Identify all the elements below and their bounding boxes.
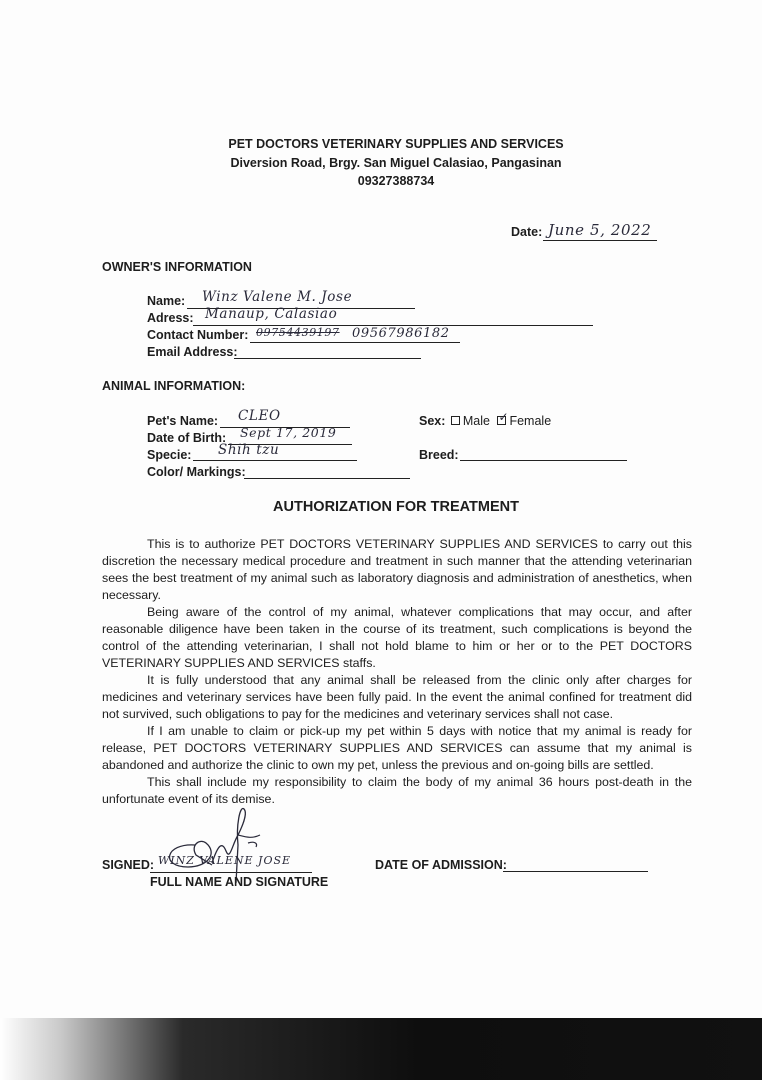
date-of-admission-line bbox=[503, 871, 648, 872]
owner-name-value: Winz Valene M. Jose bbox=[202, 289, 353, 305]
date-of-admission-label: DATE OF ADMISSION: bbox=[375, 858, 507, 872]
signature-caption: FULL NAME AND SIGNATURE bbox=[150, 875, 329, 889]
owner-contact-crossed: 09754439197 bbox=[256, 326, 340, 339]
authorization-paragraph: This is to authorize PET DOCTORS VETERINARY SUPPLIES AND SERVICES to carry out this discretion the necessary medical procedure and treatment in such manner that the attending veterinarian sees the best treatment of my animal such as laboratory diagnosis and administration of anesthetics, when necessary. bbox=[102, 537, 692, 602]
signed-label: SIGNED: bbox=[102, 858, 155, 872]
pet-name-label: Pet's Name: bbox=[147, 414, 219, 428]
clinic-phone: 09327388734 bbox=[357, 174, 435, 188]
owner-section-heading: OWNER'S INFORMATION bbox=[102, 260, 252, 274]
handwritten-signature bbox=[160, 805, 280, 885]
clinic-address: Diversion Road, Brgy. San Miguel Calasiao, Pangasinan bbox=[230, 156, 562, 170]
sex-field bbox=[419, 410, 552, 428]
owner-email-label: Email Address: bbox=[147, 345, 238, 359]
scanner-shadow-edge bbox=[0, 1018, 762, 1080]
date-label: Date: bbox=[511, 225, 543, 239]
authorization-paragraph: This shall include my responsibility to claim the body of my animal 36 hours post-death in the unfortunate event of its demise. bbox=[102, 775, 692, 806]
breed-line bbox=[460, 460, 627, 461]
owner-contact-line bbox=[250, 342, 460, 343]
owner-contact-label: Contact Number: bbox=[147, 328, 249, 342]
specie-value: Shih tzu bbox=[218, 442, 280, 458]
color-markings-label: Color/ Markings: bbox=[147, 465, 246, 479]
owner-address-value: Manaup, Calasiao bbox=[205, 306, 338, 322]
breed-label: Breed: bbox=[419, 448, 459, 462]
date-value: June 5, 2022 bbox=[548, 221, 652, 239]
owner-contact-value: 09567986182 bbox=[352, 326, 450, 341]
owner-name-label: Name: bbox=[147, 294, 186, 308]
female-checkbox[interactable] bbox=[497, 410, 509, 425]
checkmark-icon: ✓ bbox=[498, 410, 509, 425]
specie-label: Specie: bbox=[147, 448, 192, 462]
female-option-label: Female bbox=[509, 414, 552, 428]
owner-email-line bbox=[234, 358, 421, 359]
signed-name-value: WINZ VALENE JOSE bbox=[158, 854, 292, 867]
authorization-paragraph: Being aware of the control of my animal, whatever complications that may occur, and after reasonable diligence have been taken in the course of its treatment, such complications is beyond the control of the attending veterinarian, I shall not hold blame to him or her or to the PET DOCTORS VETERINARY SUPPLIES AND SERVICES staffs. bbox=[102, 605, 692, 670]
color-markings-line bbox=[244, 478, 410, 479]
dob-value: Sept 17, 2019 bbox=[240, 425, 337, 440]
authorization-body bbox=[102, 536, 692, 808]
authorization-paragraph: If I am unable to claim or pick-up my pet within 5 days with notice that my animal is ready for release, PET DOCTORS VETERINARY SUPPLIES AND SERVICES can assume that my animal is abandoned and authorize the clinic to own my pet, unless the previous and on-going bills are settled. bbox=[102, 724, 692, 772]
male-option-label: Male bbox=[462, 414, 490, 428]
authorization-paragraph: It is fully understood that any animal shall be released from the clinic only after charges for medicines and veterinary services have been fully paid. In the event the animal confined for treatment did not survived, such obligations to pay for the medicines and veterinary services shall not case. bbox=[102, 673, 692, 721]
dob-label: Date of Birth: bbox=[147, 431, 227, 445]
pet-name-value: CLEO bbox=[238, 408, 281, 424]
specie-line bbox=[193, 460, 357, 461]
date-line bbox=[543, 240, 657, 241]
owner-address-label: Adress: bbox=[147, 311, 194, 325]
male-checkbox[interactable] bbox=[451, 416, 460, 425]
animal-section-heading: ANIMAL INFORMATION: bbox=[102, 379, 246, 393]
clinic-name: PET DOCTORS VETERINARY SUPPLIES AND SERVICES bbox=[228, 137, 564, 151]
sex-label: Sex: bbox=[419, 414, 446, 428]
authorization-title: AUTHORIZATION FOR TREATMENT bbox=[273, 499, 519, 515]
